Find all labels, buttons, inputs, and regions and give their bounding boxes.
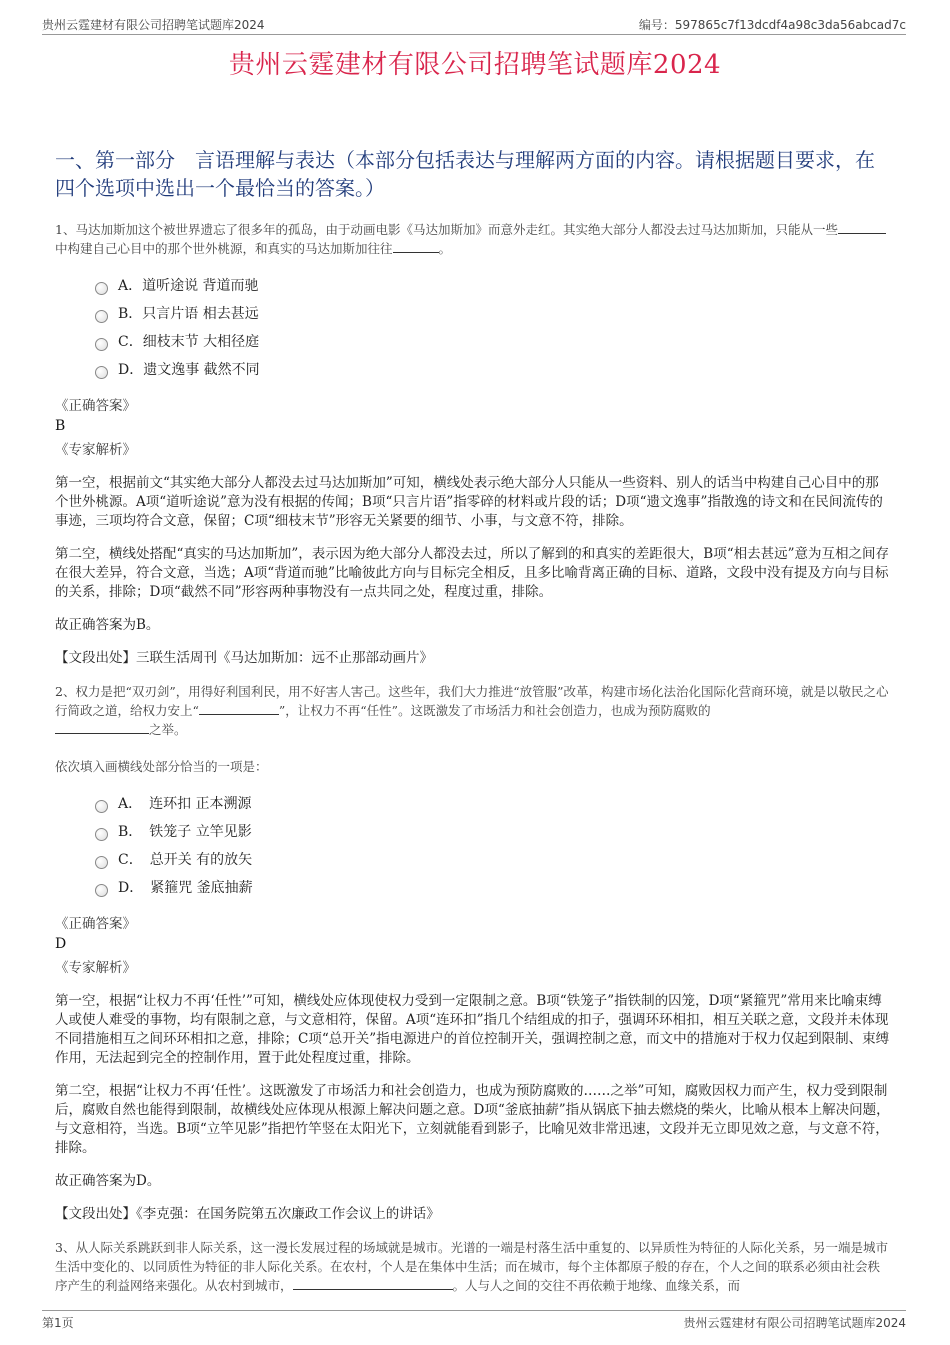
radio-icon[interactable] <box>95 856 108 869</box>
blank <box>838 221 886 234</box>
radio-icon[interactable] <box>95 338 108 351</box>
answer-value: B <box>55 418 66 434</box>
option-d[interactable]: D．遗文逸事 截然不同 <box>95 356 890 384</box>
analysis-paragraph: 第二空，横线处搭配“真实的马达加斯加”，表示因为绝大部分人都没去过，所以了解到的和真实的差距很大，B项“相去甚远”意为互相之间存在很大差异，符合文意，当选；A项“背道而驰”比喻彼此方向与目标完全相反，且多比喻背离正确的目标、道路，文段中没有提及方向与目标的关系，排除；D项“截然不同”形容两种事物没有一点共同之处，程度过重，排除。 <box>55 546 890 600</box>
analysis-paragraph: 第一空，根据“让权力不再‘任性’”可知，横线处应体现使权力受到一定限制之意。B项“铁笼子”指铁制的囚笼，D项“紧箍咒”常用来比喻束缚人或使人难受的事物，均有限制之意，与文意相符，保留。A项“连环扣”指几个结组成的扣子，强调环环相扣，相互关联之意，文段并未体现不同措施相互之间环环相扣之意，排除；C项“总开关”指电源进户的首位控制开关，强调控制之意，而文中的措施对于权力仅起到限制、束缚作用，无法起到完全的控制作用，置于此处程度过重，排除。 <box>55 993 890 1066</box>
question-2-stem: 2、权力是把“双刃剑”，用得好利国利民，用不好害人害己。这些年，我们大力推进“放管服”改革，构建市场化法治化国际化营商环境，就是以敬民之心行简政之道，给权力安上“ ”，让权力不再“任性”。这既激发了市场活力和社会创造力，也成为预防腐败的 之举。 <box>55 684 889 737</box>
conclusion: 故正确答案为D。 <box>55 1173 161 1189</box>
question-2-prompt: 依次填入画横线处部分恰当的一项是： <box>55 759 268 774</box>
document-title: 贵州云霆建材有限公司招聘笔试题库2024 <box>228 50 722 80</box>
answer-value: D <box>55 936 67 952</box>
option-a[interactable]: A． 连环扣 正本溯源 <box>95 790 890 818</box>
question-3-stem: 3、从人际关系跳跃到非人际关系，这一漫长发展过程的场域就是城市。光谱的一端是村落生活中重复的、以异质性为特征的人际化关系，另一端是城市生活中变化的、以同质性为特征的非人际化关系。在农村，个人是在集体中生活；而在城市，每个主体都原子般的存在，个人之间的联系必须由社会秩序产生的利益网络来强化。从农村到城市， 。人与人之间的交往不再依赖于地缘、血缘关系，而 <box>55 1240 888 1293</box>
section-heading: 一、第一部分 言语理解与表达（本部分包括表达与理解两方面的内容。请根据题目要求，在四个选项中选出一个最恰当的答案。） <box>55 148 875 200</box>
radio-icon[interactable] <box>95 282 108 295</box>
answer-label: 《正确答案》 <box>55 916 136 932</box>
radio-icon[interactable] <box>95 366 108 379</box>
option-b[interactable]: B．只言片语 相去甚远 <box>95 300 890 328</box>
source-citation: 【文段出处】三联生活周刊《马达加斯加：远不止那部动画片》 <box>55 650 433 666</box>
radio-icon[interactable] <box>95 828 108 841</box>
blank <box>393 240 439 253</box>
analysis-paragraph: 第一空，根据前文“其实绝大部分人都没去过马达加斯加”可知，横线处表示绝大部分人只能从一些资料、别人的话当中构建自己心目中的那个世外桃源。A项“道听途说”意为没有根据的传闻；B项“只言片语”指零碎的材料或片段的话；D项“遗文逸事”指散逸的诗文和在民间流传的事迹，三项均符合文意，保留；C项“细枝末节”形容无关紧要的细节、小事，与文意不符，排除。 <box>55 475 883 529</box>
option-c[interactable]: C．细枝末节 大相径庭 <box>95 328 890 356</box>
radio-icon[interactable] <box>95 800 108 813</box>
analysis-paragraph: 第二空，根据“让权力不再‘任性’。这既激发了市场活力和社会创造力，也成为预防腐败的……之举”可知，腐败因权力而产生，权力受到限制后，腐败自然也能得到限制，故横线处应体现从根源上解决问题之意。D项“釜底抽薪”指从锅底下抽去燃烧的柴火，比喻从根本上解决问题，与文意相符，当选。B项“立竿见影”指把竹竿竖在太阳光下，立刻就能看到影子，比喻见效非常迅速，文段并无立即见效之意，与文意不符，排除。 <box>55 1083 890 1156</box>
question-1-options <box>95 272 890 384</box>
content <box>55 220 890 1295</box>
option-b[interactable]: B． 铁笼子 立竿见影 <box>95 818 890 846</box>
page-number: 第1页 <box>42 1316 74 1330</box>
header-doc-id: 编号：597865c7f13dcdf4a98c3da56abcad7c <box>638 18 906 32</box>
analysis-label: 《专家解析》 <box>55 960 136 976</box>
source-citation: 【文段出处】《李克强：在国务院第五次廉政工作会议上的讲话》 <box>55 1206 440 1222</box>
answer-label: 《正确答案》 <box>55 398 136 414</box>
radio-icon[interactable] <box>95 310 108 323</box>
question-1-stem: 1、马达加斯加这个被世界遗忘了很多年的孤岛，由于动画电影《马达加斯加》而意外走红。其实绝大部分人都没去过马达加斯加，只能从一些中构建自己心目中的那个世外桃源，和真实的马达加斯加往往 。 <box>55 220 890 258</box>
footer-doc-title: 贵州云霆建材有限公司招聘笔试题库2024 <box>683 1316 906 1330</box>
page-footer <box>42 1310 906 1331</box>
blank <box>293 1277 453 1290</box>
option-d[interactable]: D． 紧箍咒 釜底抽薪 <box>95 874 890 902</box>
radio-icon[interactable] <box>95 884 108 897</box>
conclusion: 故正确答案为B。 <box>55 617 160 633</box>
blank <box>199 702 279 715</box>
blank <box>55 721 149 734</box>
option-c[interactable]: C． 总开关 有的放矢 <box>95 846 890 874</box>
header-doc-title: 贵州云霆建材有限公司招聘笔试题库2024 <box>42 18 265 32</box>
question-2-options <box>95 790 890 902</box>
option-a[interactable]: A．道听途说 背道而驰 <box>95 272 890 300</box>
analysis-label: 《专家解析》 <box>55 442 136 458</box>
page-header <box>42 14 906 35</box>
